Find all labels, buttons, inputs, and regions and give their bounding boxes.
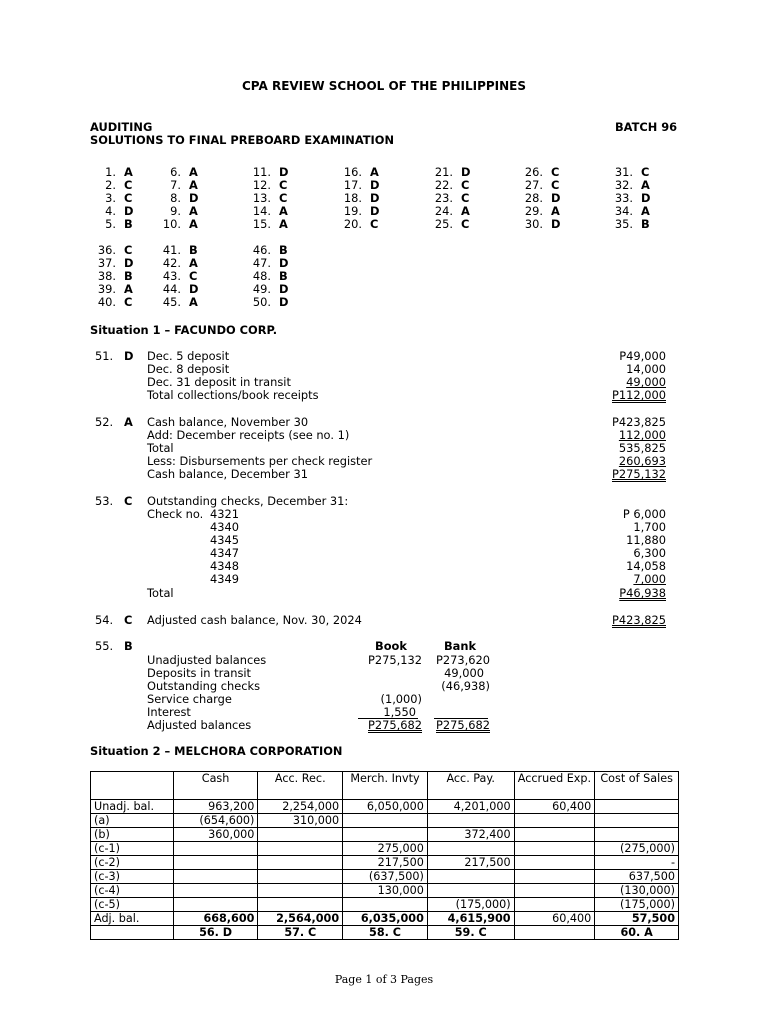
- answer-letter: A: [279, 204, 288, 218]
- answer-letter: C: [124, 178, 133, 192]
- row-label: (c-4): [91, 884, 174, 898]
- answer-number: 44.: [162, 282, 181, 296]
- table-row: [91, 898, 679, 912]
- answer-letter: C: [551, 165, 560, 179]
- q51-row-label: Dec. 8 deposit: [147, 362, 230, 376]
- table-cell: [173, 856, 258, 870]
- check-number: 4345: [210, 533, 239, 547]
- check-number: 4348: [210, 559, 239, 573]
- answer-number: 27.: [524, 178, 543, 192]
- answer-letter: A: [370, 165, 379, 179]
- answer-letter: D: [641, 191, 651, 205]
- answer-number: 20.: [343, 217, 362, 231]
- answer-letter: D: [370, 204, 380, 218]
- answer-letter: D: [279, 165, 289, 179]
- answer-number: 50.: [252, 295, 271, 309]
- answer-letter: D: [279, 282, 289, 296]
- answer-number: 49.: [252, 282, 271, 296]
- answer-cell: 60. A: [595, 926, 679, 940]
- table-cell: 2,564,000: [258, 912, 343, 926]
- table-cell: (130,000): [595, 884, 679, 898]
- q51-total-amount: P112,000: [612, 388, 666, 402]
- table-cell: 60,400: [514, 912, 595, 926]
- answer-letter: B: [641, 217, 650, 231]
- table-row: [91, 912, 679, 926]
- check-number: 4347: [210, 546, 239, 560]
- row-label: (c-1): [91, 842, 174, 856]
- answer-number: 6.: [170, 165, 181, 179]
- check-number: 4321: [210, 507, 239, 521]
- answer-number: 15.: [252, 217, 271, 231]
- answer-letter: C: [461, 191, 470, 205]
- answer-letter: A: [279, 217, 288, 231]
- table-cell: 130,000: [343, 884, 428, 898]
- table-cell: 57,500: [595, 912, 679, 926]
- table-cell: [258, 884, 343, 898]
- table-cell: [258, 898, 343, 912]
- q53-total-label: Total: [147, 586, 174, 600]
- answer-number: 35.: [614, 217, 633, 231]
- table-cell: 6,035,000: [343, 912, 428, 926]
- table-row: [91, 800, 679, 814]
- situation2-title: Situation 2 – MELCHORA CORPORATION: [90, 744, 343, 758]
- answers-row: [91, 926, 679, 940]
- table-cell: (175,000): [427, 898, 514, 912]
- answer-letter: A: [189, 256, 198, 270]
- q51-row-label: Dec. 31 deposit in transit: [147, 375, 291, 389]
- answer-number: 36.: [97, 243, 116, 257]
- recon-bank-value: (46,938): [441, 679, 490, 693]
- q51-number: 51.: [95, 349, 114, 363]
- row-label: (a): [91, 814, 174, 828]
- answer-number: 47.: [252, 256, 271, 270]
- answer-cell: [91, 926, 174, 940]
- check-number: 4340: [210, 520, 239, 534]
- q52-number: 52.: [95, 415, 114, 429]
- recon-book-value: (1,000): [380, 692, 422, 706]
- check-no-label: Check no.: [147, 507, 204, 521]
- check-amount: 6,300: [633, 546, 666, 560]
- table-cell: [595, 800, 679, 814]
- answer-letter: C: [461, 178, 470, 192]
- answer-letter: D: [279, 256, 289, 270]
- q53-total-amount: P46,938: [619, 586, 666, 600]
- table-cell: 60,400: [514, 800, 595, 814]
- answer-number: 14.: [252, 204, 271, 218]
- subject-label: AUDITING: [90, 120, 153, 134]
- table-cell: [514, 814, 595, 828]
- answer-letter: D: [551, 191, 561, 205]
- table-cell: (654,600): [173, 814, 258, 828]
- answer-number: 26.: [524, 165, 543, 179]
- answer-letter: A: [189, 217, 198, 231]
- answer-number: 34.: [614, 204, 633, 218]
- q52-total-amount: P275,132: [612, 467, 666, 481]
- answer-letter: A: [551, 204, 560, 218]
- answer-number: 21.: [434, 165, 453, 179]
- recon-bank-value: P275,682: [436, 718, 490, 732]
- table-cell: 963,200: [173, 800, 258, 814]
- answer-letter: D: [551, 217, 561, 231]
- table-cell: 4,201,000: [427, 800, 514, 814]
- q51-answer: D: [124, 349, 134, 363]
- q52-row-label: Total: [147, 441, 174, 455]
- table-cell: [258, 870, 343, 884]
- answer-letter: D: [189, 282, 199, 296]
- q51-row-amount: 49,000: [626, 375, 666, 389]
- answer-letter: D: [370, 178, 380, 192]
- column-header: Accrued Exp.: [514, 772, 595, 800]
- answer-letter: C: [551, 178, 560, 192]
- table-cell: [514, 898, 595, 912]
- answer-number: 7.: [170, 178, 181, 192]
- answer-letter: A: [461, 204, 470, 218]
- table-cell: 310,000: [258, 814, 343, 828]
- answer-letter: B: [124, 217, 133, 231]
- table-cell: [514, 884, 595, 898]
- answer-letter: A: [641, 204, 650, 218]
- q52-answer: A: [124, 415, 133, 429]
- q53-answer: C: [124, 494, 133, 508]
- table-cell: (637,500): [343, 870, 428, 884]
- table-row: [91, 828, 679, 842]
- table-cell: [514, 870, 595, 884]
- answer-letter: A: [124, 282, 133, 296]
- answer-number: 25.: [434, 217, 453, 231]
- table-cell: [595, 814, 679, 828]
- row-label: (b): [91, 828, 174, 842]
- school-title: CPA REVIEW SCHOOL OF THE PHILIPPINES: [241, 79, 526, 93]
- table-row: [91, 842, 679, 856]
- table-cell: [258, 856, 343, 870]
- answer-number: 2.: [105, 178, 116, 192]
- answer-letter: D: [189, 191, 199, 205]
- table-cell: [343, 898, 428, 912]
- q52-total-label: Cash balance, December 31: [147, 467, 308, 481]
- q54-label: Adjusted cash balance, Nov. 30, 2024: [147, 613, 362, 627]
- answer-letter: D: [370, 191, 380, 205]
- table-cell: 372,400: [427, 828, 514, 842]
- q51-row-amount: 14,000: [626, 362, 666, 376]
- answer-number: 4.: [105, 204, 116, 218]
- answer-letter: C: [279, 178, 288, 192]
- answer-number: 16.: [343, 165, 362, 179]
- page-footer: Page 1 of 3 Pages: [334, 973, 434, 986]
- answer-number: 42.: [162, 256, 181, 270]
- answer-number: 10.: [162, 217, 181, 231]
- table-cell: [514, 828, 595, 842]
- bank-column-header: Bank: [443, 639, 477, 653]
- table-cell: 217,500: [343, 856, 428, 870]
- q52-row-amount: 112,000: [618, 428, 666, 442]
- table-cell: 217,500: [427, 856, 514, 870]
- q52-row-label: Cash balance, November 30: [147, 415, 309, 429]
- answer-cell: 56. D: [173, 926, 258, 940]
- answer-number: 38.: [97, 269, 116, 283]
- table-cell: [173, 870, 258, 884]
- recon-bank-value: 49,000: [444, 666, 484, 680]
- answer-number: 41.: [162, 243, 181, 257]
- row-label: Adj. bal.: [91, 912, 174, 926]
- answer-letter: C: [124, 295, 133, 309]
- row-label: (c-3): [91, 870, 174, 884]
- answer-number: 28.: [524, 191, 543, 205]
- table-cell: 4,615,900: [427, 912, 514, 926]
- table-cell: (275,000): [595, 842, 679, 856]
- column-header: Acc. Pay.: [427, 772, 514, 800]
- answer-number: 13.: [252, 191, 271, 205]
- answer-letter: B: [279, 269, 288, 283]
- exam-title: SOLUTIONS TO FINAL PREBOARD EXAMINATION: [90, 133, 394, 147]
- table-cell: [514, 842, 595, 856]
- answer-number: 32.: [614, 178, 633, 192]
- answer-number: 3.: [105, 191, 116, 205]
- q51-total-label: Total collections/book receipts: [147, 388, 319, 402]
- answer-letter: C: [189, 269, 198, 283]
- table-cell: [514, 856, 595, 870]
- table-cell: [427, 842, 514, 856]
- check-amount: 11,880: [626, 533, 666, 547]
- q53-heading: Outstanding checks, December 31:: [147, 494, 349, 508]
- answer-number: 33.: [614, 191, 633, 205]
- answer-number: 18.: [343, 191, 362, 205]
- q54-number: 54.: [95, 613, 114, 627]
- answer-number: 45.: [162, 295, 181, 309]
- q54-answer: C: [124, 613, 133, 627]
- table-row: [91, 856, 679, 870]
- answer-letter: A: [124, 165, 133, 179]
- row-label: (c-2): [91, 856, 174, 870]
- table-header-row: [91, 772, 679, 800]
- batch-label: BATCH 96: [615, 120, 678, 134]
- answer-number: 23.: [434, 191, 453, 205]
- answer-cell: 57. C: [258, 926, 343, 940]
- table-cell: 2,254,000: [258, 800, 343, 814]
- table-cell: 6,050,000: [343, 800, 428, 814]
- answer-letter: B: [279, 243, 288, 257]
- recon-row-label: Deposits in transit: [147, 666, 252, 680]
- q52-row-label: Add: December receipts (see no. 1): [147, 428, 350, 442]
- table-row: [91, 884, 679, 898]
- q51-row-label: Dec. 5 deposit: [147, 349, 230, 363]
- answer-letter: C: [124, 243, 133, 257]
- recon-book-value: 1,550: [383, 705, 416, 719]
- answer-letter: C: [461, 217, 470, 231]
- answer-number: 46.: [252, 243, 271, 257]
- adjustments-table: [90, 771, 679, 940]
- answer-letter: D: [461, 165, 471, 179]
- book-column-header: Book: [375, 639, 407, 653]
- table-cell: [343, 828, 428, 842]
- column-header: [91, 772, 174, 800]
- answer-number: 37.: [97, 256, 116, 270]
- table-cell: [258, 842, 343, 856]
- q55-answer: B: [124, 639, 133, 653]
- q52-row-label: Less: Disbursements per check register: [147, 454, 373, 468]
- recon-bank-value: P273,620: [436, 653, 490, 667]
- recon-book-value: P275,682: [368, 718, 422, 732]
- answer-cell: 58. C: [343, 926, 428, 940]
- answer-cell: [514, 926, 595, 940]
- answer-letter: A: [189, 165, 198, 179]
- check-amount: 7,000: [633, 572, 666, 586]
- table-row: [91, 814, 679, 828]
- answer-number: 5.: [105, 217, 116, 231]
- answer-number: 12.: [252, 178, 271, 192]
- answer-number: 48.: [252, 269, 271, 283]
- q55-number: 55.: [95, 639, 114, 653]
- q53-number: 53.: [95, 494, 114, 508]
- answer-number: 43.: [162, 269, 181, 283]
- check-amount: P 6,000: [622, 507, 666, 521]
- answer-number: 19.: [343, 204, 362, 218]
- table-cell: 668,600: [173, 912, 258, 926]
- q51-row-amount: P49,000: [619, 349, 666, 363]
- column-header: Merch. Invty: [343, 772, 428, 800]
- answer-letter: D: [124, 256, 134, 270]
- answer-number: 40.: [97, 295, 116, 309]
- answer-number: 11.: [252, 165, 271, 179]
- recon-row-label: Interest: [147, 705, 191, 719]
- table-cell: [595, 828, 679, 842]
- answer-number: 39.: [97, 282, 116, 296]
- answer-letter: A: [189, 204, 198, 218]
- table-cell: 637,500: [595, 870, 679, 884]
- q52-row-amount: 260,693: [618, 454, 666, 468]
- answer-letter: D: [124, 204, 134, 218]
- table-cell: [173, 884, 258, 898]
- answer-letter: A: [641, 178, 650, 192]
- table-cell: 360,000: [173, 828, 258, 842]
- answer-letter: A: [189, 178, 198, 192]
- answer-number: 31.: [614, 165, 633, 179]
- recon-row-label: Adjusted balances: [147, 718, 252, 732]
- row-label: (c-5): [91, 898, 174, 912]
- table-cell: [427, 870, 514, 884]
- table-cell: 275,000: [343, 842, 428, 856]
- answer-number: 1.: [105, 165, 116, 179]
- check-amount: 14,058: [626, 559, 666, 573]
- check-number: 4349: [210, 572, 239, 586]
- q52-row-amount: 535,825: [618, 441, 666, 455]
- recon-row-label: Outstanding checks: [147, 679, 260, 693]
- column-header: Acc. Rec.: [258, 772, 343, 800]
- answer-letter: C: [279, 191, 288, 205]
- table-cell: [258, 828, 343, 842]
- answer-number: 9.: [170, 204, 181, 218]
- answer-number: 8.: [170, 191, 181, 205]
- answer-letter: B: [189, 243, 198, 257]
- answer-letter: A: [189, 295, 198, 309]
- answer-cell: 59. C: [427, 926, 514, 940]
- q52-row-amount: P423,825: [612, 415, 666, 429]
- table-cell: [427, 884, 514, 898]
- answer-letter: C: [641, 165, 650, 179]
- column-header: Cost of Sales: [595, 772, 679, 800]
- row-label: Unadj. bal.: [91, 800, 174, 814]
- answer-letter: D: [279, 295, 289, 309]
- answer-number: 24.: [434, 204, 453, 218]
- answer-letter: C: [124, 191, 133, 205]
- table-row: [91, 870, 679, 884]
- table-cell: -: [595, 856, 679, 870]
- answer-number: 22.: [434, 178, 453, 192]
- situation1-title: Situation 1 – FACUNDO CORP.: [90, 323, 278, 337]
- table-cell: [343, 814, 428, 828]
- answer-letter: C: [370, 217, 379, 231]
- recon-row-label: Service charge: [147, 692, 232, 706]
- table-cell: [173, 842, 258, 856]
- table-cell: [173, 898, 258, 912]
- answer-letter: B: [124, 269, 133, 283]
- table-cell: (175,000): [595, 898, 679, 912]
- recon-book-value: P275,132: [368, 653, 422, 667]
- column-header: Cash: [173, 772, 258, 800]
- answer-number: 30.: [524, 217, 543, 231]
- answer-number: 17.: [343, 178, 362, 192]
- check-amount: 1,700: [633, 520, 666, 534]
- recon-row-label: Unadjusted balances: [147, 653, 267, 667]
- table-cell: [427, 814, 514, 828]
- answer-number: 29.: [524, 204, 543, 218]
- q54-amount: P423,825: [612, 613, 666, 627]
